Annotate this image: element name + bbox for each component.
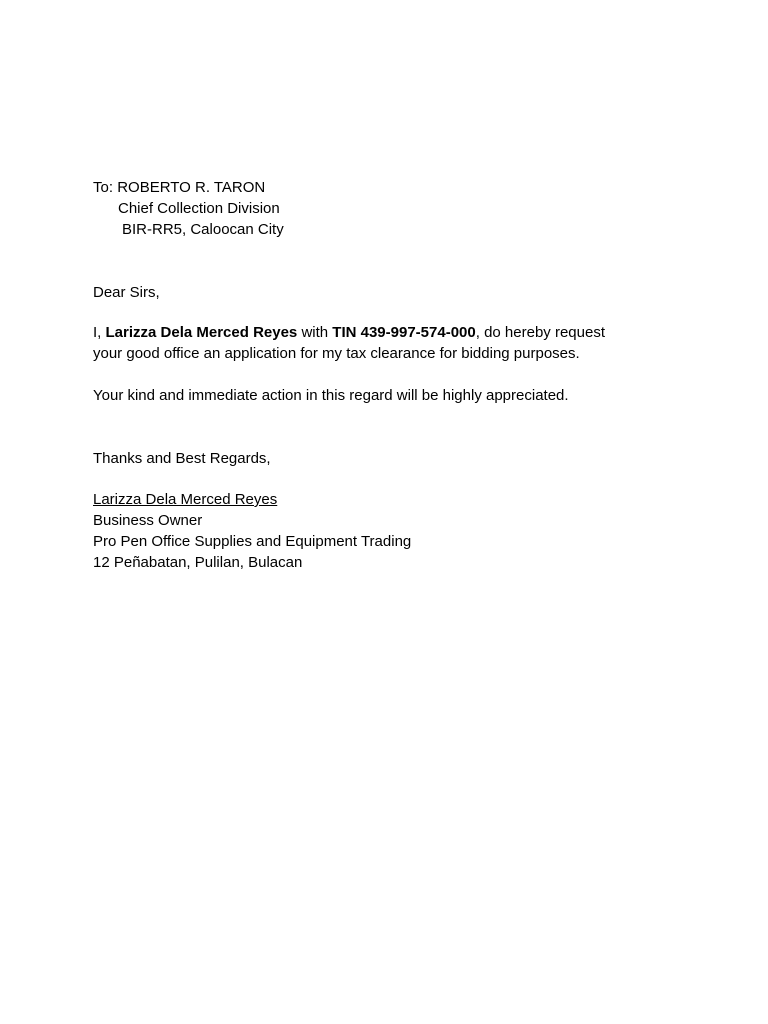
- paragraph-2-text: Your kind and immediate action in this regard will be highly appreciated.: [93, 387, 569, 404]
- closing-text: Thanks and Best Regards,: [93, 450, 271, 467]
- tin-number: TIN 439-997-574-000: [332, 324, 476, 341]
- addressee-office: BIR-RR5, Caloocan City: [122, 221, 284, 238]
- paragraph-1-line-1: [93, 322, 713, 343]
- signatory-name: Larizza Dela Merced Reyes: [93, 491, 278, 508]
- closing: [93, 448, 713, 469]
- applicant-name: Larizza Dela Merced Reyes: [105, 324, 298, 341]
- paragraph-1-line-2: your good office an application for my tax clearance for bidding purposes.: [93, 345, 580, 362]
- addressee-name: ROBERTO R. TARON: [117, 179, 266, 196]
- intro-text: I,: [93, 324, 106, 341]
- salutation-text: Dear Sirs,: [93, 284, 160, 301]
- company-name: Pro Pen Office Supplies and Equipment Trading: [93, 533, 412, 550]
- body-paragraph-1: [93, 322, 713, 364]
- addressee-title: Chief Collection Division: [118, 200, 280, 217]
- body-paragraph-2: [93, 385, 713, 406]
- company-address: 12 Peñabatan, Pulilan, Bulacan: [93, 554, 303, 571]
- to-prefix: To:: [93, 179, 118, 196]
- request-text: , do hereby request: [475, 324, 605, 341]
- with-text: with: [297, 324, 333, 341]
- addressee-block: [93, 177, 713, 240]
- signatory-position: Business Owner: [93, 512, 203, 529]
- salutation: [93, 282, 713, 303]
- signature-block: [93, 489, 713, 573]
- addressee-line: [93, 177, 713, 198]
